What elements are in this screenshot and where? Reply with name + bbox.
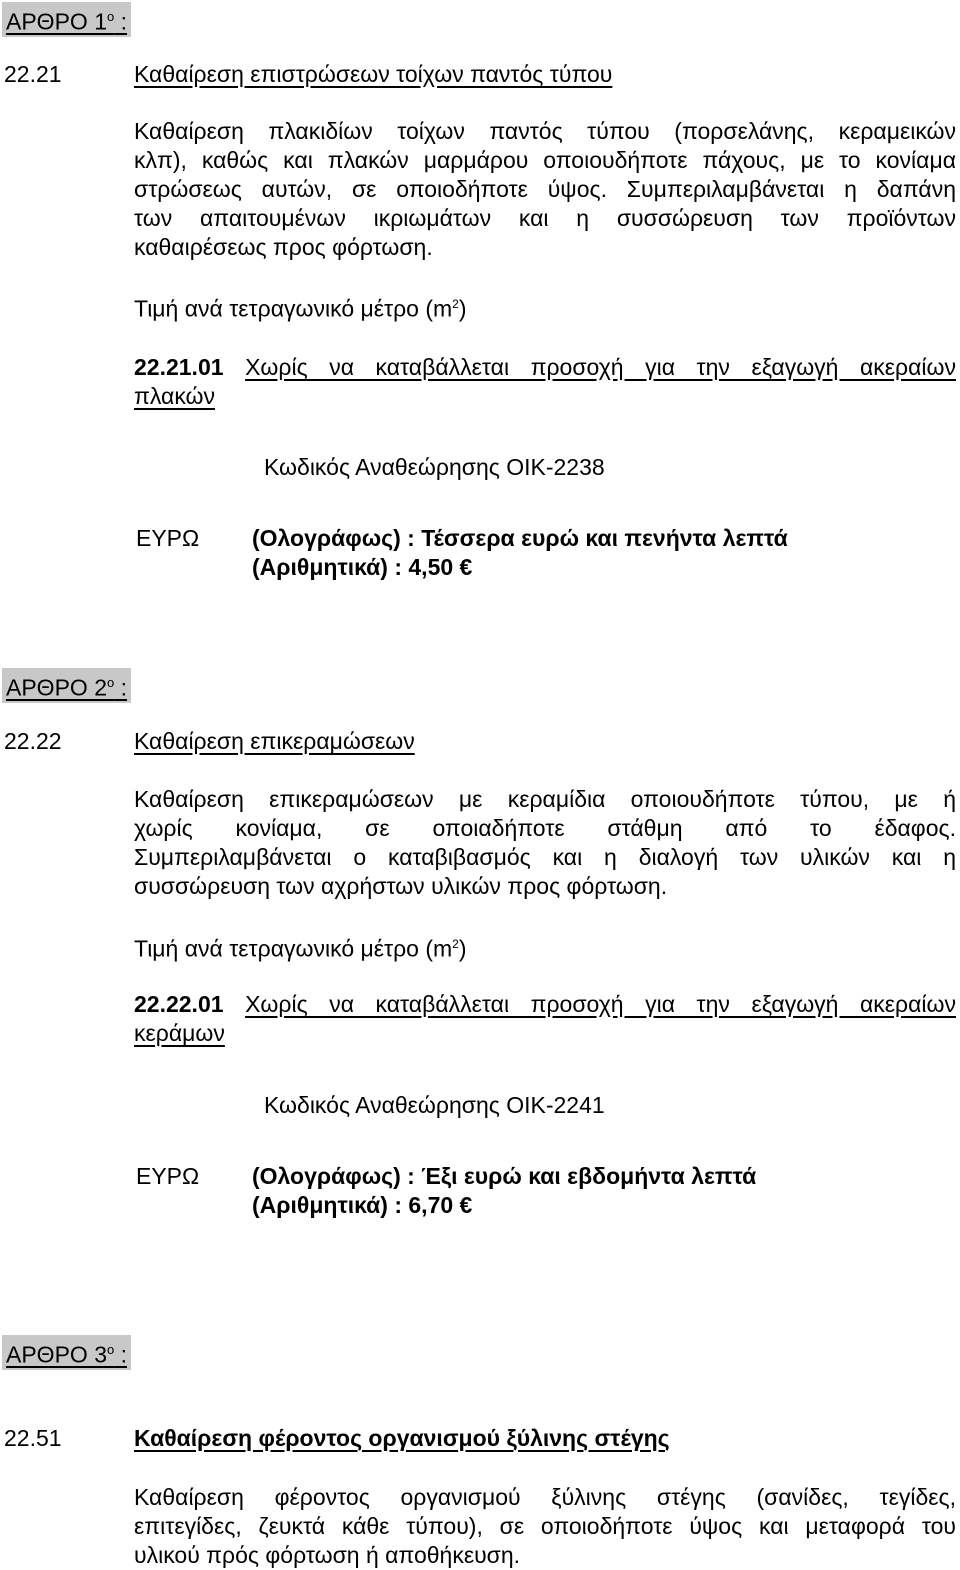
subitem-code: 22.21.01 (134, 354, 224, 380)
subitem-code: 22.22.01 (134, 991, 224, 1017)
article-2-price-in-numbers: (Αριθμητικά) : 6,70 € (252, 1192, 473, 1218)
article-2-revision-code: Κωδικός Αναθεώρησης ΟΙΚ-2241 (264, 1092, 605, 1118)
description-line: κλπ), καθώς και πλακών μαρμάρου οποιουδήποτε πάχους, με το κονίαμα (134, 147, 956, 173)
article-2-subitem (134, 990, 956, 1048)
description-line: Καθαίρεση φέροντος οργανισμού ξύλινης στέγης (σανίδες, τεγίδες, (134, 1484, 956, 1510)
article-1-price-in-words: (Ολογράφως) : Τέσσερα ευρώ και πενήντα λεπτά (252, 525, 788, 551)
subitem-title-cont: κεράμων (134, 1020, 225, 1046)
description-line: επιτεγίδες, ζευκτά κάθε τύπου), σε οποιοδήποτε ύψος και μεταφορά του (134, 1513, 956, 1539)
article-2-price-in-words: (Ολογράφως) : Έξι ευρώ και εβδομήντα λεπτά (252, 1163, 757, 1189)
article-1-subitem (134, 353, 956, 411)
article-1-currency-label: ΕΥΡΩ (136, 525, 200, 551)
article-1-code: 22.21 (4, 61, 62, 87)
description-line: Καθαίρεση πλακιδίων τοίχων παντός τύπου (πορσελάνης, κεραμεικών (134, 118, 956, 144)
article-2-description (134, 785, 956, 901)
article-3-header: ΑΡΘΡΟ $3^o$ : (2, 1335, 131, 1370)
article-3-description (134, 1483, 956, 1570)
subitem-title: Χωρίς να καταβάλλεται προσοχή για την εξαγωγή ακεραίων (245, 991, 956, 1017)
description-line: Συμπεριλαμβάνεται ο καταβιβασμός και η διαλογή των υλικών και η (134, 844, 956, 870)
description-line: υλικού πρός φόρτωση ή αποθήκευση. (134, 1542, 521, 1568)
article-2-currency-label: ΕΥΡΩ (136, 1163, 200, 1189)
article-2-header: ΑΡΘΡΟ $2^o$ : (2, 668, 131, 703)
description-line: Καθαίρεση επικεραμώσεων με κεραμίδια οποιουδήποτε τύπου, με ή (134, 786, 956, 812)
article-3-title: Καθαίρεση φέροντος οργανισμού ξύλινης στέγης (134, 1425, 670, 1451)
article-1-price-in-numbers: (Αριθμητικά) : 4,50 € (252, 554, 473, 580)
article-1-description (134, 117, 956, 262)
article-2-price-unit: Τιμή ανά τετραγωνικό μέτρο $(m^2)$ (134, 935, 467, 962)
description-line: χωρίς κονίαμα, σε οποιαδήποτε στάθμη από το έδαφος. (134, 815, 956, 841)
description-line: στρώσεως αυτών, σε οποιοδήποτε ύψος. Συμπεριλαμβάνεται η δαπάνη (134, 176, 956, 202)
article-2-title: Καθαίρεση επικεραμώσεων (134, 728, 415, 754)
article-1-title: Καθαίρεση επιστρώσεων τοίχων παντός τύπου (134, 61, 613, 87)
article-1-revision-code: Κωδικός Αναθεώρησης ΟΙΚ-2238 (264, 454, 605, 480)
article-1-header: ΑΡΘΡΟ $1^o$ : (2, 2, 131, 37)
article-1-price-unit: Τιμή ανά τετραγωνικό μέτρο $(m^2)$ (134, 295, 467, 322)
subitem-title-cont: πλακών (134, 383, 215, 409)
description-line: των απαιτουμένων ικριωμάτων και η συσσώρευση των προϊόντων (134, 205, 956, 231)
article-3-code: 22.51 (4, 1425, 62, 1451)
subitem-title: Χωρίς να καταβάλλεται προσοχή για την εξαγωγή ακεραίων (245, 354, 956, 380)
description-line: συσσώρευση των αχρήστων υλικών προς φόρτωση. (134, 873, 668, 899)
description-line: καθαιρέσεως προς φόρτωση. (134, 234, 433, 260)
article-2-code: 22.22 (4, 728, 62, 754)
